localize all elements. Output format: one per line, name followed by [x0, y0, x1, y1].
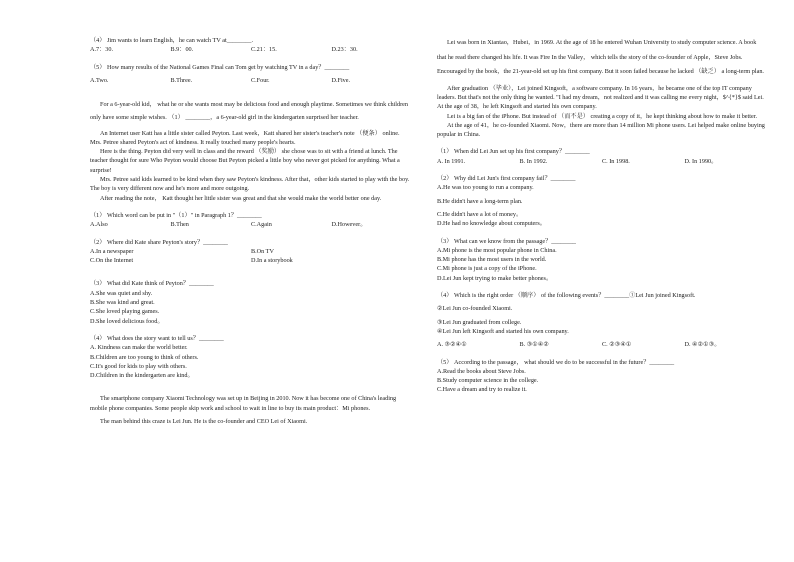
option-a: A.He was too young to run a company.: [437, 184, 534, 192]
option-a: A.In a newspaper: [90, 247, 134, 255]
option-d: D.Children in the kindergarten are kind。: [90, 372, 194, 380]
passage-paragraph: Lei is a big fan of the iPhone. But instead of （而不是） creating a copy of it，he kept thinking about how to make it better.: [447, 112, 757, 120]
option-d: D.23：30.: [331, 46, 358, 54]
option-b: B. In 1992.: [519, 157, 548, 165]
passage-paragraph: An Internet user Katt has a little sister called Peyton. Last week，Katt shared her sister's teacher's note （便条） online. Mrs. Petree shared Peyton's act of kindness. It really touched many people's hearts.: [90, 129, 400, 146]
option-c: C.It's good for kids to play with others.: [90, 362, 187, 370]
answer-options: [90, 45, 412, 54]
answer-options: [90, 76, 412, 85]
passage-paragraph: The man behind this craze is Lei Jun. He is the co-founder and CEO Lei of Xiaomi.: [100, 418, 308, 426]
left-column: [90, 36, 412, 426]
option-a: A. In 1991.: [437, 157, 466, 165]
passage-paragraph: Lei was born in Xiantao，Hubei，in 1969. At the age of 18 he entered Wuhan University to study computer science. A book that he read there changed his life. It was Fire In the Valley， which tells the story of the co-founder of Apple，Steve Jobs. Encouraged by the book，the 21-year-old set up his first company. But it soon failed because he lacked （缺乏） a long-term plan.: [437, 39, 764, 76]
question-stem: （2） Why did Lei Jun's first company fail？________: [437, 175, 576, 183]
option-c: C.21：15.: [251, 46, 277, 54]
answer-options: [90, 247, 412, 256]
passage-paragraph: For a 6-year-old kid， what he or she wants most may be delicious food and enough playtime. Sometimes we think children only have some simple wishes. （1） ________，a 6-year-old girl in the kindergarten surprised her teacher.: [90, 101, 408, 121]
option-d: D.She loved delicious food。: [90, 317, 164, 325]
question-stem: （4） What does the story want to tell us？________: [90, 334, 224, 342]
option-b: B.She was kind and great.: [90, 299, 155, 307]
passage-paragraph: After graduation （毕业），Lei joined Kingsoft，a software company. In 16 years，he became one of the top IT company leaders. But that's not the only thing he wanted. "I had my dream，not realized and it was calling me every night，$^{*}$ said Lei. At the age of 38，he left Kingsoft and started his own company.: [437, 84, 764, 111]
option-c: C.She loved playing games.: [90, 308, 160, 316]
question-stem: （5） How many results of the National Games Final can Tom get by watching TV in a day？________: [90, 63, 350, 71]
passage-paragraph: Here is the thing. Peyton did very well in class and the reward （奖励） she chose was to sit with a friend at lunch. The teacher thought for sure Who Peyton would choose But Peyton picked a little boy who never got picked for anything. What a surprise!: [90, 148, 400, 174]
option-d: D. In 1990。: [684, 157, 718, 165]
option-a: A.Two.: [90, 76, 109, 84]
option-a: A.She was quiet and shy.: [90, 289, 153, 297]
right-column: [437, 36, 767, 395]
option-b: B.On TV: [251, 247, 274, 255]
option-b: B.He didn't have a long-term plan.: [437, 197, 523, 205]
option-a: A.Mi phone is the most popular phone in China.: [437, 246, 557, 254]
event-item: ④Lei Jun left Kingsoft and started his own company.: [437, 327, 569, 335]
option-b: B.Children are too young to think of others.: [90, 353, 199, 361]
option-d: D.Five.: [331, 76, 351, 84]
option-d: D.In a storybook: [251, 257, 293, 265]
option-a: A.Read the books about Steve Jobs.: [437, 367, 526, 375]
question-stem: （2） Where did Kate share Peyton's story？________: [90, 238, 228, 246]
question-stem: （5） According to the passage， what should we do to be successful in the future？________: [437, 358, 675, 366]
option-a: A. ③②④①: [437, 341, 467, 349]
option-c: C.Four.: [251, 76, 270, 84]
question-stem: （1） When did Lei Jun set up his first company？________: [437, 148, 590, 156]
option-d: D.Lei Jun kept trying to make better phones。: [437, 274, 553, 282]
passage-paragraph: After reading the note， Katt thought her little sister was great and that she would make the world better one day.: [100, 194, 382, 202]
answer-options: [437, 340, 767, 349]
answer-options: [90, 220, 412, 229]
option-b: B.Study computer science in the college.: [437, 377, 539, 385]
question-stem: （4） Jim wants to learn English，he can watch TV at________.: [90, 37, 254, 44]
option-d: D.However。: [331, 221, 367, 229]
question-stem: （1） Which word can be put in "（1）" in Paragraph 1？________: [90, 211, 262, 219]
question-stem: （4） Which is the right order （顺序） of the following events？________①Lei Jun joined Kingsoft.: [437, 292, 696, 300]
question-stem: （3） What can we know from the passage？________: [437, 237, 577, 245]
option-a: A.7：30.: [90, 46, 114, 54]
option-b: B.Three.: [170, 76, 193, 84]
option-c: C.On the Internet: [90, 257, 134, 265]
event-item: ③Lei Jun graduated from college.: [437, 318, 522, 326]
option-b: B.9：00.: [170, 46, 194, 54]
option-d: D.He had no knowledge about computers。: [437, 220, 546, 228]
answer-options: [90, 256, 412, 265]
passage-paragraph: At the age of 41，he co-founded Xiaomi. Now，there are more than 14 million Mi phone users. Lei helped make online buying popular in China.: [437, 121, 765, 139]
option-c: C.Again: [251, 221, 272, 229]
passage-paragraph: Mrs. Petree said kids learned to be kind when they saw Peyton's kindness. After that，other kids started to play with the boy. The boy is very different now and he's more and more outgoing.: [90, 176, 410, 193]
option-a: A. Kindness can make the world better.: [90, 344, 188, 352]
question-stem: （3） What did Kate think of Peyton？________: [90, 280, 214, 288]
option-c: C.Have a dream and try to realize it.: [437, 386, 527, 394]
passage-paragraph: The smartphone company Xiaomi Technology was set up in Beijing in 2010. Now it has become one of China's leading mobile phone companies. Some people skip work and school to wait in line to buy its main product：Mi phones.: [90, 395, 397, 412]
option-b: B.Then: [170, 221, 189, 229]
option-c: C. ②③④①: [602, 341, 632, 349]
option-c: C.Mi phone is just a copy of the iPhone.: [437, 265, 537, 273]
option-c: C.He didn't have a lot of money。: [437, 210, 523, 218]
option-b: B. ③①④②: [519, 341, 549, 349]
answer-options: [437, 157, 767, 166]
option-c: C. In 1998.: [602, 157, 630, 165]
option-b: B.Mi phone has the most users in the world.: [437, 256, 547, 264]
event-item: ②Lei Jun co-founded Xiaomi.: [437, 305, 513, 313]
option-d: D. ④②①③。: [684, 341, 721, 349]
option-a: A.Also: [90, 221, 108, 229]
